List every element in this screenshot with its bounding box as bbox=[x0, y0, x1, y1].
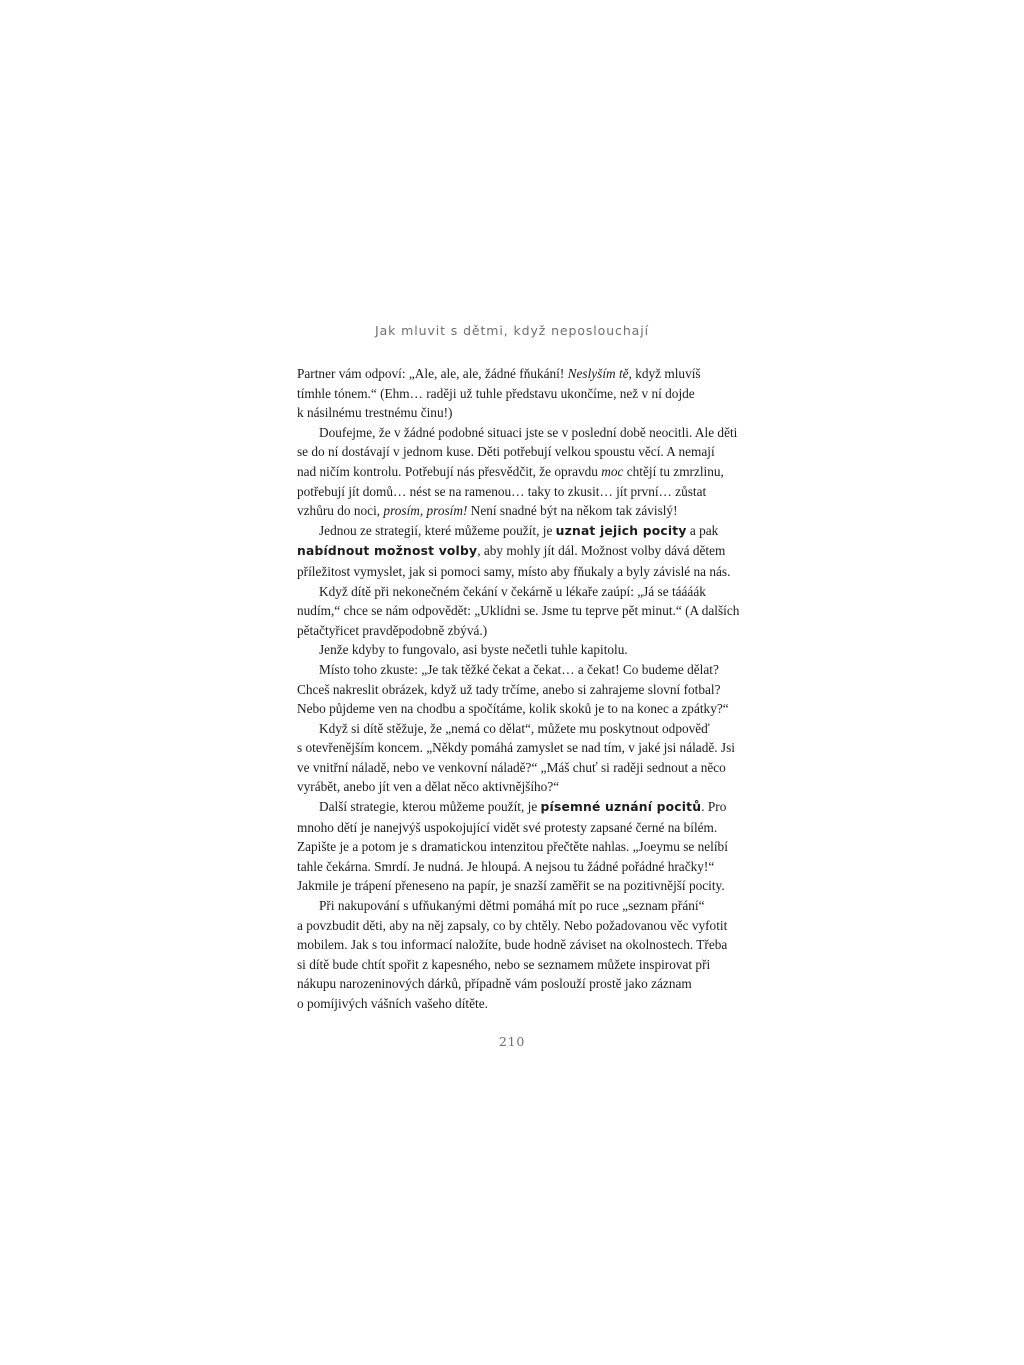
text-run: Není snadné být na někom tak závislý! bbox=[467, 503, 678, 519]
paragraph-4 bbox=[297, 582, 740, 641]
bold-run: písemné uznání pocitů bbox=[540, 800, 702, 815]
running-head: Jak mluvit s dětmi, když neposlouchají bbox=[375, 323, 649, 338]
body-text bbox=[297, 364, 740, 1014]
text-run: , aby mohly jít dál. Možnost volby dává dětem bbox=[477, 543, 726, 559]
line bbox=[297, 797, 729, 818]
line: Když si dítě stěžuje, že „nemá co dělat“, můžete mu poskytnout odpověď bbox=[319, 720, 710, 736]
line: s otevřenějším koncem. „Někdy pomáhá zamyslet se nad tím, v jaké jsi náladě. Jsi bbox=[297, 740, 735, 756]
text-run: chtějí tu zmrzlinu, bbox=[623, 463, 724, 479]
line: pětačtyřicet pravděpodobně zbývá.) bbox=[297, 622, 488, 638]
line: si dítě bude chtít spořit z kapesného, nebo se seznamem můžete inspirovat při bbox=[297, 956, 711, 972]
line bbox=[297, 541, 729, 562]
text-run: . Pro bbox=[701, 799, 727, 815]
paragraph-8 bbox=[297, 797, 729, 896]
line: Chceš nakreslit obrázek, když už tady trčíme, anebo si zahrajeme slovní fotbal? bbox=[297, 681, 721, 697]
bold-run: nabídnout možnost volby bbox=[297, 544, 478, 559]
italic-run: prosím, prosím! bbox=[383, 503, 468, 519]
line bbox=[297, 462, 729, 482]
paragraph-6 bbox=[297, 660, 729, 719]
text-run: , když mluvíš bbox=[628, 366, 701, 381]
line: tahle čekárna. Smrdí. Je nudná. Je hloupá. A nejsou tu žádné pořádné hračky!“ bbox=[297, 858, 715, 874]
paragraph-2 bbox=[297, 423, 738, 521]
line bbox=[297, 364, 729, 384]
italic-run: moc bbox=[601, 463, 624, 479]
line bbox=[297, 521, 729, 542]
paragraph-9 bbox=[297, 896, 729, 1014]
line: Jakmile je trápení přeneseno na papír, je snazší zaměřit se na pozitivnější pocity. bbox=[297, 878, 725, 894]
line: o pomíjivých vášních vašeho dítěte. bbox=[297, 996, 488, 1011]
line: Nebo půjdeme ven na chodbu a spočítáme, kolik skoků je to na konec a zpátky?“ bbox=[297, 701, 729, 717]
text-run: vzhůru do noci, bbox=[297, 503, 384, 519]
line: příležitost vymyslet, jak si pomoci samy, místo aby fňukaly a byly závislé na nás. bbox=[297, 563, 731, 579]
line: Zapište je a potom je s dramatickou intenzitou přečtěte nahlas. „Joeymu se nelíbí bbox=[297, 839, 728, 855]
line: tímhle tónem.“ (Ehm… raději už tuhle představu ukončíme, než v ní dojde bbox=[297, 385, 695, 401]
text-run: Partner vám odpoví: „Ale, ale, ale, žádné fňukání! bbox=[297, 366, 568, 381]
line: se do ní dostávají v jednom kuse. Děti potřebují velkou spoustu věcí. A nemají bbox=[297, 444, 715, 460]
text-run: Další strategie, kterou můžeme použít, je bbox=[319, 799, 541, 815]
text-run: a pak bbox=[686, 522, 719, 538]
bold-run: uznat jejich pocity bbox=[555, 523, 687, 538]
paragraph-3 bbox=[297, 521, 729, 582]
line: Když dítě při nekonečném čekání v čekárně u lékaře zaúpí: „Já se táááák bbox=[319, 583, 706, 599]
paragraph-1 bbox=[297, 364, 729, 423]
line: Při nakupování s ufňukanými dětmi pomáhá mít po ruce „seznam přání“ bbox=[319, 898, 705, 914]
italic-run: Neslyším tě bbox=[567, 366, 629, 381]
line: a povzbudit děti, aby na něj zapsaly, co by chtěly. Nebo požadovanou věc vyfotit bbox=[297, 917, 728, 933]
line: vyrábět, anebo jít ven a dělat něco aktivnějšího?“ bbox=[297, 779, 560, 795]
text-run: nad ničím kontrolu. Potřebují nás přesvědčit, že opravdu bbox=[297, 463, 602, 479]
line: Místo toho zkuste: „Je tak těžké čekat a čekat… a čekat! Co budeme dělat? bbox=[319, 661, 719, 677]
line bbox=[297, 501, 729, 521]
line: mobilem. Jak s tou informací naložíte, bude hodně záviset na okolnostech. Třeba bbox=[297, 937, 728, 953]
paragraph-5 bbox=[297, 640, 729, 660]
line: ve vnitřní náladě, nebo ve venkovní náladě?“ „Máš chuť si raději sednout a něco bbox=[297, 759, 726, 775]
line: potřebují jít domů… nést se na ramenou… taky to zkusit… jít první… zůstat bbox=[297, 483, 707, 499]
line: Doufejme, že v žádné podobné situaci jste se v poslední době neocitli. Ale děti bbox=[319, 424, 738, 440]
line: Jenže kdyby to fungovalo, asi byste nečetli tuhle kapitolu. bbox=[319, 642, 628, 658]
page-number: 210 bbox=[498, 1034, 526, 1049]
line: nákupu narozeninových dárků, případně vám poslouží prostě jako záznam bbox=[297, 976, 692, 992]
line: nudím,“ chce se nám odpovědět: „Uklidni se. Jsme tu teprve pět minut.“ (A dalších bbox=[297, 603, 740, 619]
line: mnoho dětí je nanejvýš uspokojující vidět své protesty zapsané černé na bílém. bbox=[297, 819, 718, 835]
line: k násilnému trestnému činu!) bbox=[297, 405, 453, 421]
paragraph-7 bbox=[297, 719, 735, 797]
text-run: Jednou ze strategií, které můžeme použít, je bbox=[319, 522, 556, 538]
